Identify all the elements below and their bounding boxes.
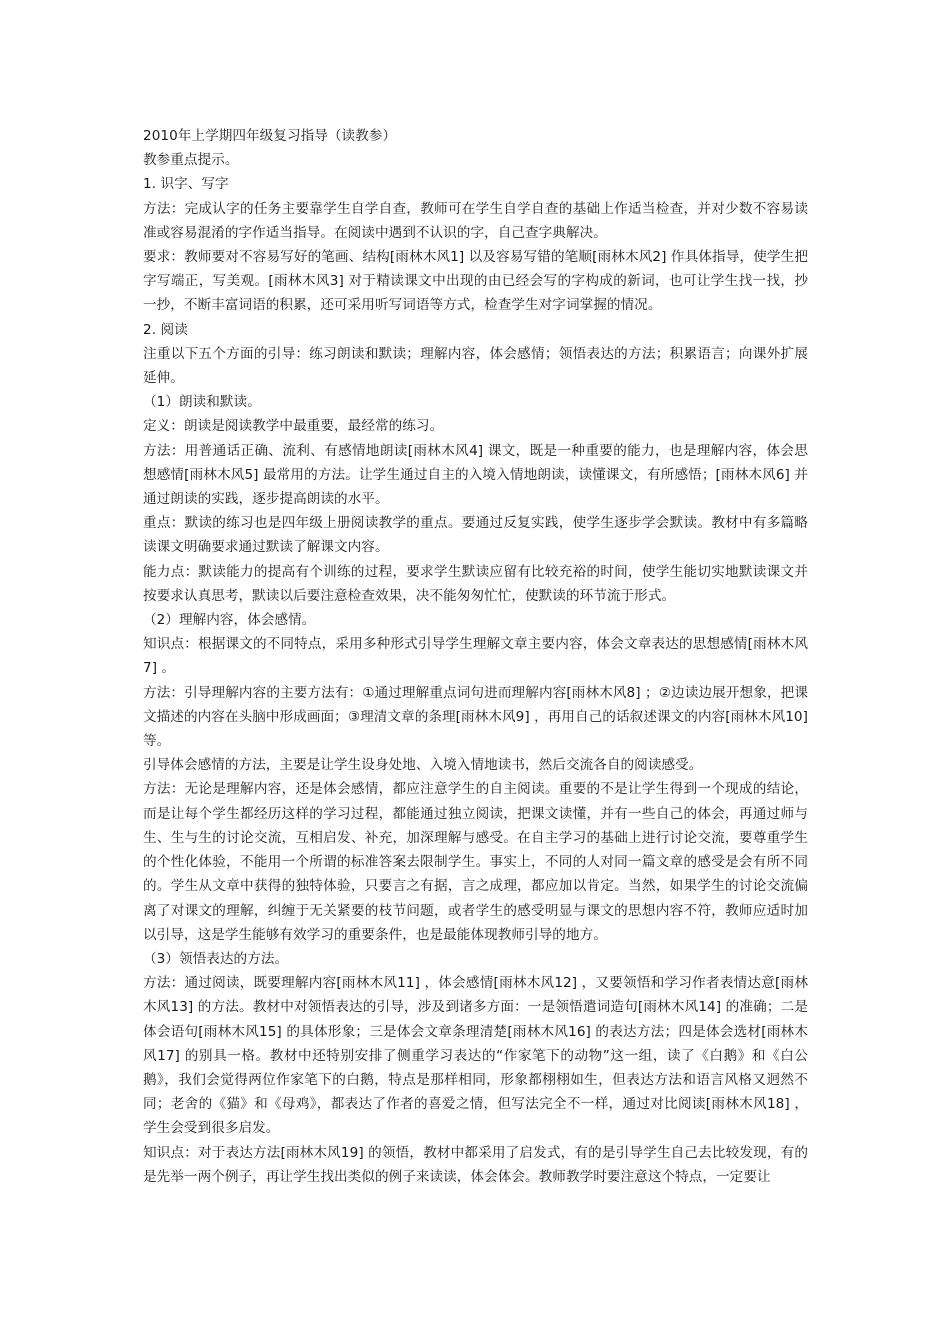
paragraph: 方法：通过阅读，既要理解内容[雨林木风11] ，体会感情[雨林木风12] ，又要领悟和学习作者表情达意[雨林木风13] 的方法。教材中对领悟表达的引导，涉及到诸多方面：一是领悟遣词造句[雨林木风14] 的准确；二是体会语句[雨林木风15] 的具体形象；三是体会文章条理清楚[雨林木风16] 的表达方法；四是体会选材[雨林木风17] 的别具一格。教材中还特别安排了侧重学习表达的“作家笔下的动物”这一组，读了《白鹅》和《白公鹅》，我们会觉得两位作家笔下的白鹅，特点是那样相同，形象都栩栩如生，但表达方法和语言风格又迥然不同；老舍的《猫》和《母鸡》，都表达了作者的喜爱之情，但写法完全不一样，通过对比阅读[雨林木风18] ，学生会受到很多启发。 xyxy=(143,975,808,1137)
section-heading: 1. 识字、写字 xyxy=(143,176,229,193)
paragraph: 教参重点提示。 xyxy=(143,152,239,169)
paragraph: 重点：默读的练习也是四年级上册阅读教学的重点。要通过反复实践，使学生逐步学会默读。教材中有多篇略读课文明确要求通过默读了解课文内容。 xyxy=(143,515,808,556)
paragraph: 方法：引导理解内容的主要方法有：①通过理解重点词句进而理解内容[雨林木风8] ；②边读边展开想象，把课文描述的内容在头脑中形成画面；③理清文章的条理[雨林木风9] ，再用自己的话叙述课文的内容[雨林木风10] 等。 xyxy=(143,684,808,750)
paragraph: 方法：用普通话正确、流利、有感情地朗读[雨林木风4] 课文，既是一种重要的能力，也是理解内容，体会思想感情[雨林木风5] 最常用的方法。让学生通过自主的入境入情地朗读，读懂课文，有所感悟；[雨林木风6] 并通过朗读的实践，逐步提高朗读的水平。 xyxy=(143,442,808,508)
paragraph: 知识点：根据课文的不同特点，采用多种形式引导学生理解文章主要内容，体会文章表达的思想感情[雨林木风7] 。 xyxy=(143,636,808,677)
subsection-heading: （2）理解内容，体会感情。 xyxy=(143,612,316,629)
paragraph: 方法：无论是理解内容，还是体会感情，都应注意学生的自主阅读。重要的不是让学生得到一个现成的结论，而是让每个学生都经历这样的学习过程，都能通过独立阅读，把课文读懂，并有一些自己的体会，再通过师与生、生与生的讨论交流，互相启发、补充，加深理解与感受。在自主学习的基础上进行讨论交流，要尊重学生的个性化体验，不能用一个所谓的标准答案去限制学生。事实上，不同的人对同一篇文章的感受是会有所不同的。学生从文章中获得的独特体验，只要言之有据，言之成理，都应加以肯定。当然，如果学生的讨论交流偏离了对课文的理解，纠缠于无关紧要的枝节问题，或者学生的感受明显与课文的思想内容不符，教师应适时加以引导，这是学生能够有效学习的重要条件，也是最能体现教师引导的地方。 xyxy=(143,781,808,943)
paragraph: 方法：完成认字的任务主要靠学生自学自查，教师可在学生自学自查的基础上作适当检查，并对少数不容易读准或容易混淆的字作适当指导。在阅读中遇到不认识的字，自己查字典解决。 xyxy=(143,200,808,241)
paragraph: 定义：朗读是阅读教学中最重要，最经常的练习。 xyxy=(143,418,444,435)
subsection-heading: （3）领悟表达的方法。 xyxy=(143,950,289,967)
paragraph: 知识点：对于表达方法[雨林木风19] 的领悟，教材中都采用了启发式，有的是引导学生自己去比较发现，有的是先举一两个例子，再让学生找出类似的例子来读读，体会体会。教师教学时要注意这个特点，一定要让 xyxy=(143,1144,808,1185)
paragraph: 引导体会感情的方法，主要是让学生设身处地、入境入情地读书，然后交流各自的阅读感受。 xyxy=(143,757,703,774)
paragraph: 注重以下五个方面的引导：练习朗读和默读；理解内容，体会感情；领悟表达的方法；积累语言；向课外扩展延伸。 xyxy=(143,345,808,387)
paragraph: 要求：教师要对不容易写好的笔画、结构[雨林木风1] 以及容易写错的笔顺[雨林木风2] 作具体指导，使学生把字写端正，写美观。[雨林木风3] 对于精读课文中出现的由已经会写的字构成的新词，也可让学生找一找，抄一抄，不断丰富词语的积累，还可采用听写词语等方式，检查学生对字词掌握的情况。 xyxy=(143,249,808,314)
document-page xyxy=(143,124,808,1189)
doc-title: 2010年上学期四年级复习指导（读教参） xyxy=(143,128,397,144)
subsection-heading: （1）朗读和默读。 xyxy=(143,394,261,411)
section-heading: 2. 阅读 xyxy=(143,321,188,338)
paragraph: 能力点：默读能力的提高有个训练的过程，要求学生默读应留有比较充裕的时间，使学生能切实地默读课文并按要求认真思考，默读以后要注意检查效果，决不能匆匆忙忙，使默读的环节流于形式。 xyxy=(143,563,808,604)
